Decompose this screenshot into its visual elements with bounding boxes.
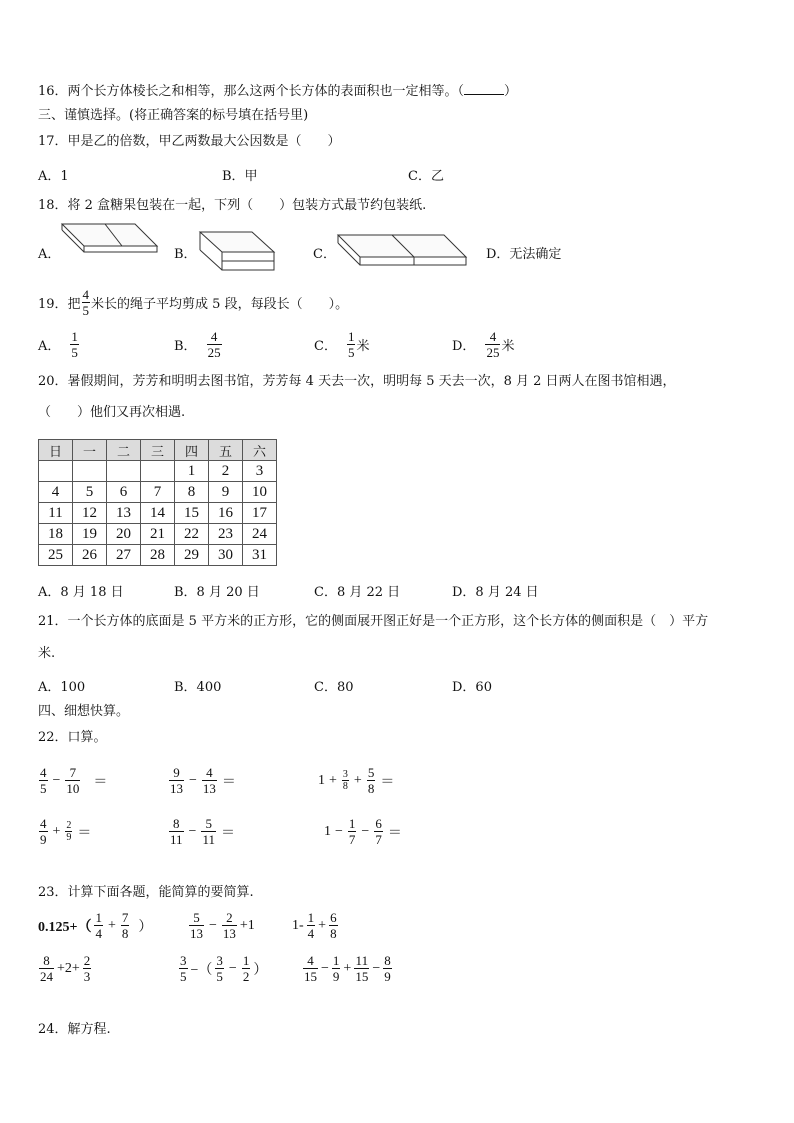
answer-blank[interactable] [464, 82, 504, 95]
section-3-heading: 三、谨慎选择。(将正确答案的标号填在括号里) [38, 108, 309, 123]
mental-calc-1: 4 5 − $\frac{7}{10}$ ＝ [40, 765, 108, 796]
fraction: 4 5 [82, 287, 90, 318]
calendar-row: 4 5 6 7 8 9 10 [39, 482, 277, 503]
mental-calc-5: 8 11 − $\frac{5}{11}$ ＝ [170, 816, 235, 847]
mental-calc-3: 1 + $\frac{3}{8}$ + $\frac{5}{8}$ ＝ [318, 765, 395, 796]
question-20-line1: 20．暑假期间，芳芳和明明去图书馆，芳芳每 4 天去一次，明明每 5 天去一次，8 月 2 日两人在图书馆相遇， [38, 374, 676, 389]
question-20-line2: （ ）他们又再次相遇. [38, 405, 186, 420]
mental-calc-2: 9 13 − $\frac{4}{13}$ ＝ [170, 765, 236, 796]
calendar-row: 18 19 20 21 22 23 24 [39, 524, 277, 545]
mental-calc-4: 4 9 + $\frac{2}{9}$ ＝ [40, 816, 92, 847]
question-21-line2: 米. [38, 646, 56, 661]
calendar-row: 1 2 3 [39, 461, 277, 482]
mental-calc-6: 1 − $\frac{1}{7}$ − $\frac{6}{7}$ ＝ [324, 816, 402, 847]
q19-option-b[interactable]: B． 4 25 [174, 329, 221, 360]
calc-4: 8 24 +2+ $\frac{2}{3}$ [40, 953, 91, 984]
q17-option-c[interactable]: C．乙 [408, 169, 444, 184]
q19-option-a[interactable]: A． 1 5 [38, 329, 78, 360]
calendar-row: 11 12 13 14 15 16 17 [39, 503, 277, 524]
q19-option-c[interactable]: C． 1 5 米 [314, 329, 370, 360]
weekday-cell: 三 [141, 440, 175, 461]
q21-option-a[interactable]: A．100 [38, 680, 86, 695]
q20-option-a[interactable]: A．8 月 18 日 [38, 585, 124, 600]
q20-option-c[interactable]: C．8 月 22 日 [314, 585, 401, 600]
question-22: 22．口算。 [38, 730, 107, 745]
calc-2: 5 13 − $\frac{2}{13}$ +1 [190, 910, 255, 941]
weekday-cell: 日 [39, 440, 73, 461]
question-16: 16．两个长方体棱长之和相等，那么这两个长方体的表面积也一定相等。（ ） [38, 84, 518, 99]
q18-option-c-label[interactable]: C． [313, 247, 336, 262]
q21-option-c[interactable]: C．80 [314, 680, 354, 695]
calc-5: 3 5 −（ 3 5 − $\frac{1}{2}$ ） [180, 953, 268, 984]
calendar-header-row [39, 440, 277, 461]
weekday-cell: 四 [175, 440, 209, 461]
q18-option-b-label[interactable]: B． [174, 247, 197, 262]
calc-3: 1- 1 4 + $\frac{6}{8}$ [292, 910, 337, 941]
q18-option-d[interactable]: D．无法确定 [486, 247, 562, 262]
calc-6: 4 15 − $\frac{1}{9}$ + $\frac{11}{15}$ − $\frac{8}{9}$ [304, 953, 391, 984]
calendar-table [38, 439, 277, 566]
weekday-cell: 六 [243, 440, 277, 461]
box-stack-long-figure [60, 222, 160, 258]
q21-option-b[interactable]: B．400 [174, 680, 222, 695]
weekday-cell: 五 [209, 440, 243, 461]
calc-1: 0.125+（ 1 4 + $\frac{7}{8}$ ） [38, 910, 153, 941]
question-17: 17．甲是乙的倍数，甲乙两数最大公因数是（ ） [38, 134, 341, 149]
weekday-cell: 一 [73, 440, 107, 461]
question-23: 23．计算下面各题，能简算的要简算. [38, 885, 254, 900]
question-24: 24．解方程. [38, 1022, 111, 1037]
q18-option-a-label[interactable]: A． [38, 247, 61, 262]
q17-option-b[interactable]: B．甲 [222, 169, 258, 184]
calendar-row: 25 26 27 28 29 30 31 [39, 545, 277, 566]
q17-option-a[interactable]: A．1 [38, 169, 69, 184]
q21-option-d[interactable]: D．60 [452, 680, 492, 695]
q20-option-d[interactable]: D．8 月 24 日 [452, 585, 539, 600]
q20-option-b[interactable]: B．8 月 20 日 [174, 585, 260, 600]
question-19: 19．把 4 5 米长的绳子平均剪成 5 段，每段长（ ）。 [38, 287, 349, 318]
section-4-heading: 四、细想快算。 [38, 704, 130, 719]
box-stack-tall-figure [198, 230, 278, 274]
q19-option-d[interactable]: D． 4 25 米 [452, 329, 515, 360]
box-side-by-side-figure [336, 233, 472, 271]
question-21-line1: 21．一个长方体的底面是 5 平方米的正方形，它的侧面展开图正好是一个正方形，这个长方体的侧面积是（ ）平方 [38, 614, 709, 629]
question-16-text: 16．两个长方体棱长之和相等，那么这两个长方体的表面积也一定相等。（ [38, 84, 465, 99]
question-18: 18．将 2 盒糖果包装在一起，下列（ ）包装方式最节约包装纸. [38, 198, 427, 213]
weekday-cell: 二 [107, 440, 141, 461]
